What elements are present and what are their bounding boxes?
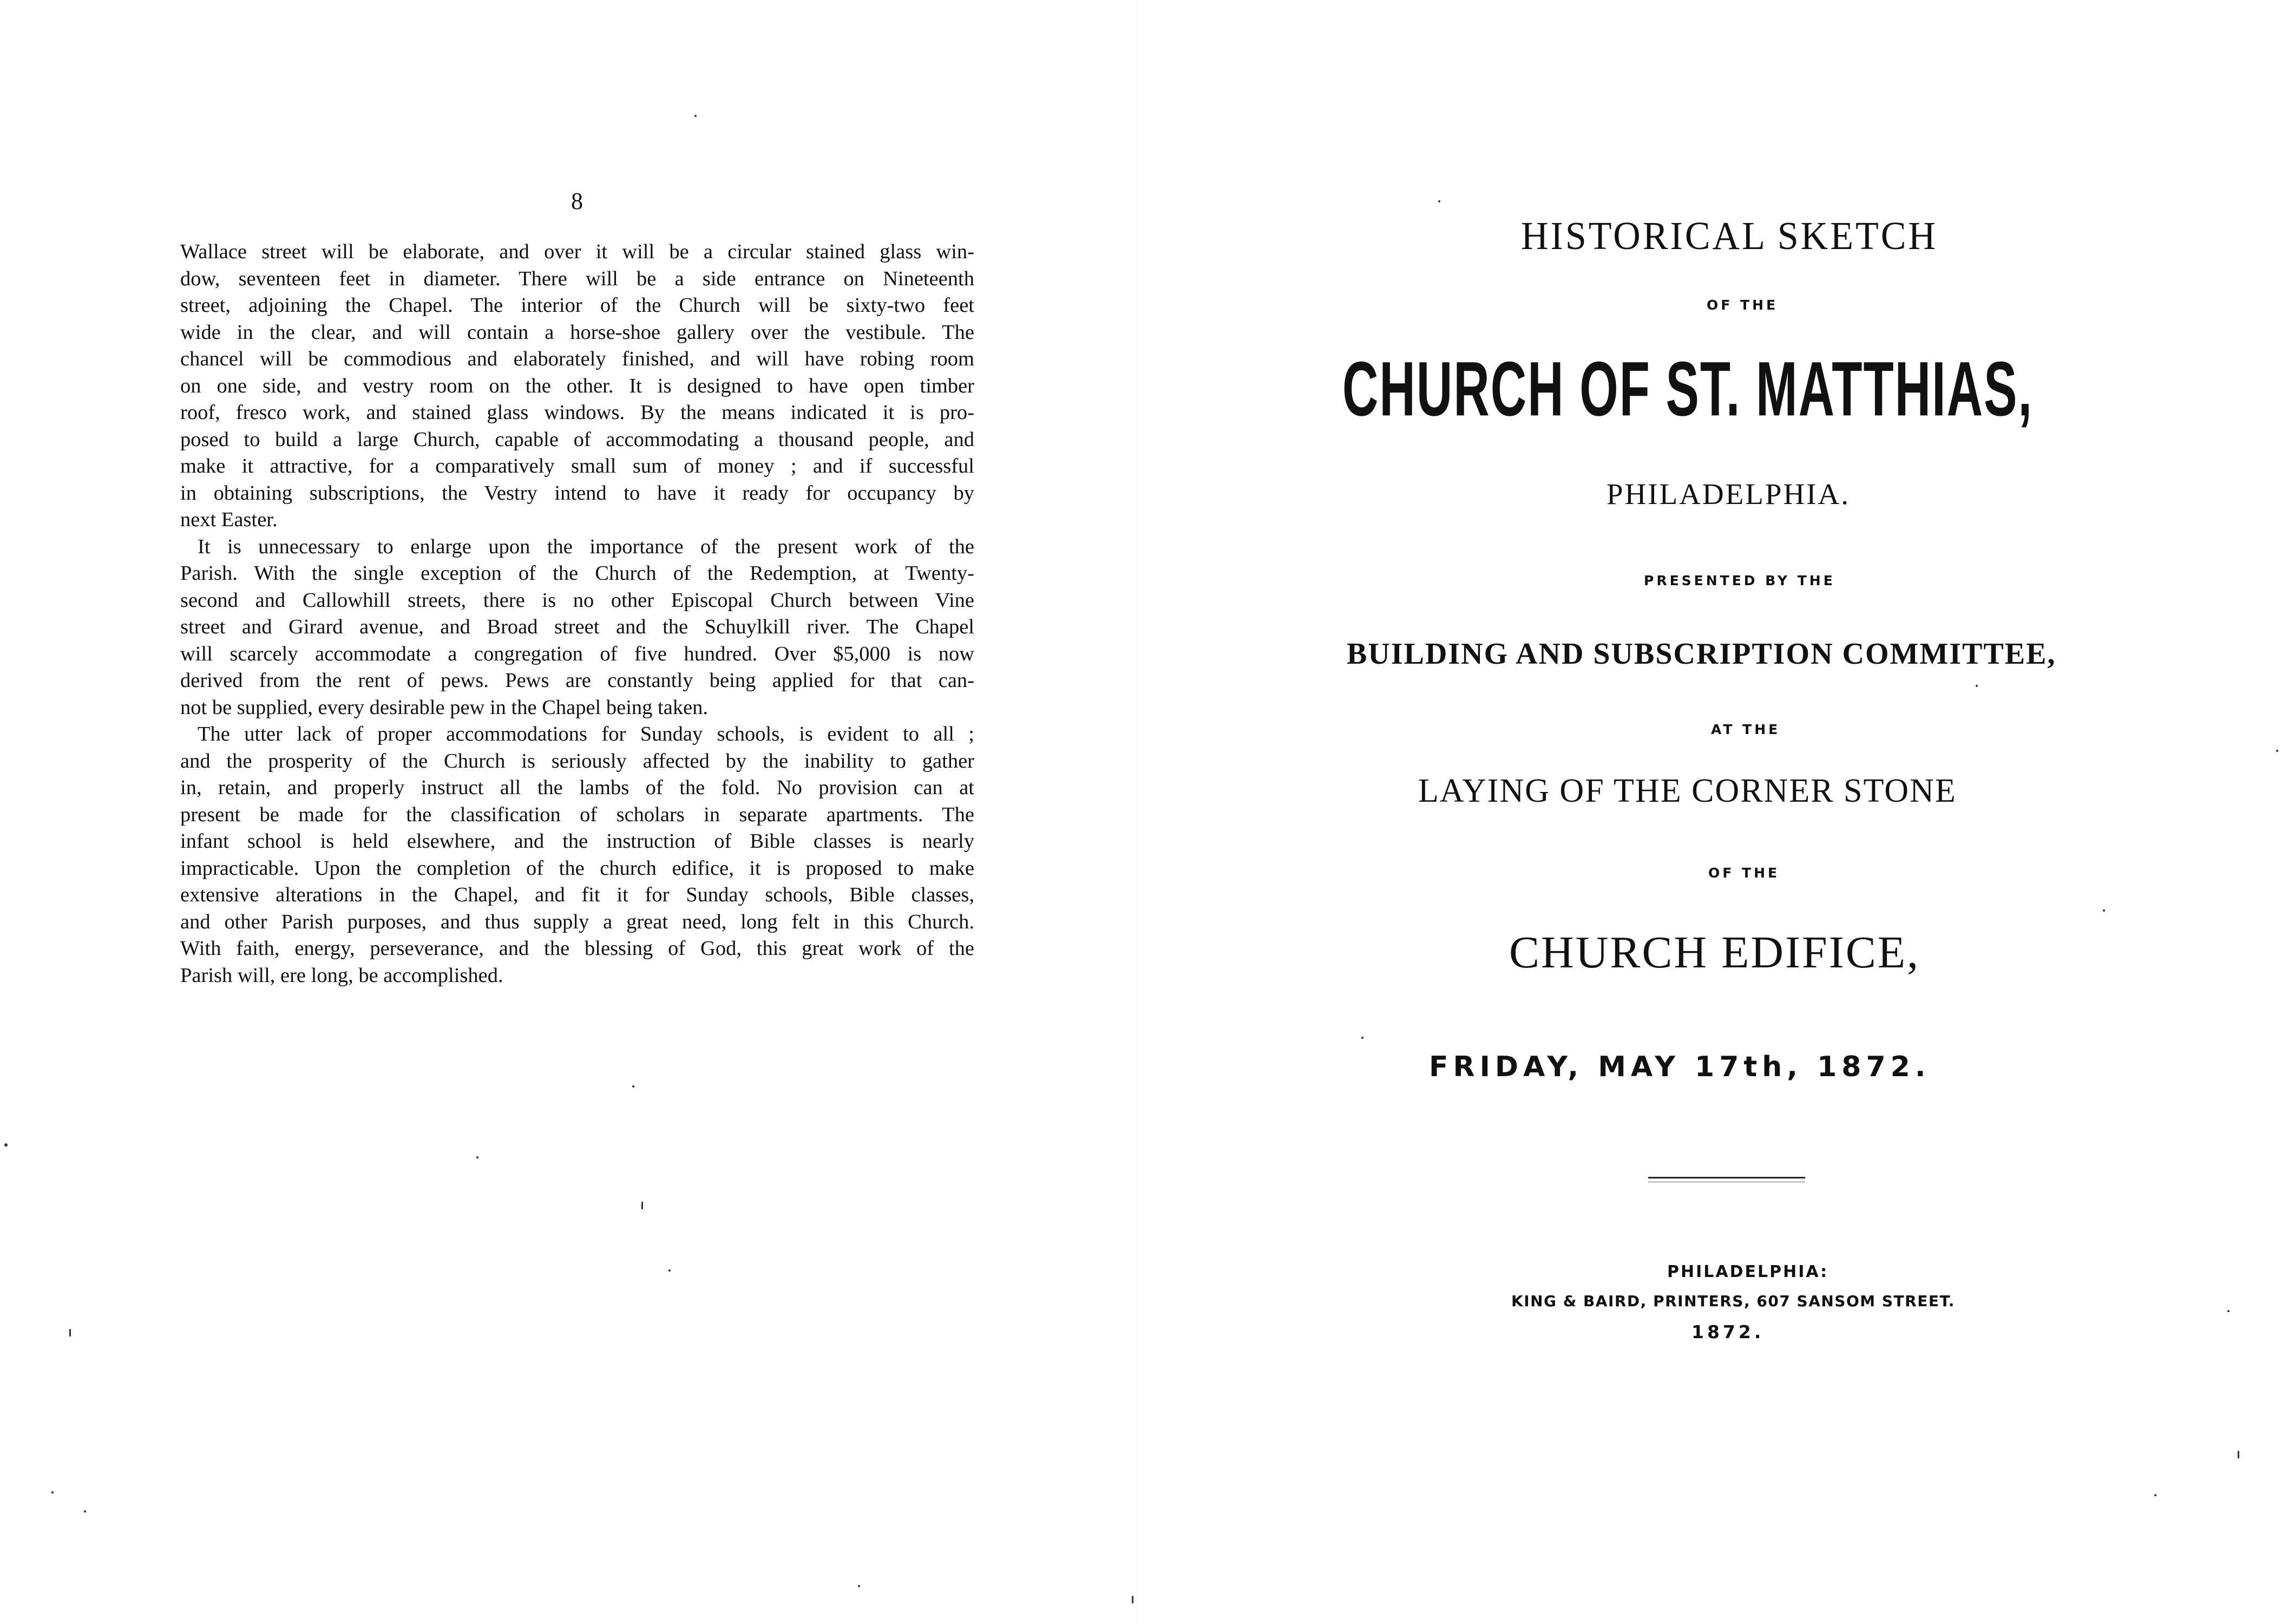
text-line: in, retain, and properly instruct all the lambs of the fold. No provision can at <box>180 776 974 799</box>
scan-speck <box>1361 1037 1363 1039</box>
scan-speck <box>1438 200 1440 202</box>
title-at-the: AT THE <box>1711 722 1781 737</box>
text-line: With faith, energy, perseverance, and the blessing of God, this great work of the <box>180 937 974 960</box>
scan-speck <box>4 1143 8 1147</box>
text-line: impracticable. Upon the completion of the church edifice, it is proposed to make <box>180 856 974 880</box>
imprint-city: PHILADELPHIA: <box>1667 1262 1829 1281</box>
text-line: Parish will, ere long, be accomplished. <box>180 964 503 987</box>
scan-speck <box>641 1202 643 1209</box>
scan-speck <box>1976 685 1978 687</box>
title-historical-sketch: HISTORICAL SKETCH <box>1521 214 1938 258</box>
text-line: It is unnecessary to enlarge upon the importance of the present work of the <box>198 535 974 558</box>
title-page <box>1148 0 2295 1624</box>
title-city: PHILADELPHIA. <box>1606 477 1850 510</box>
text-line: present be made for the classification of scholars in separate apartments. The <box>180 803 974 826</box>
scan-speck <box>858 1585 860 1587</box>
text-line: Wallace street will be elaborate, and over it will be a circular stained glass win- <box>180 240 974 263</box>
text-line: Parish. With the single exception of the Church of the Redemption, at Twenty- <box>180 562 974 585</box>
text-line: posed to build a large Church, capable of accommodating a thousand people, and <box>180 428 974 451</box>
text-line: next Easter. <box>180 508 278 531</box>
text-line: roof, fresco work, and stained glass windows. By the means indicated it is pro- <box>180 401 974 424</box>
text-line: second and Callowhill streets, there is no other Episcopal Church between Vine <box>180 588 974 612</box>
page-gutter <box>1137 0 1138 1624</box>
scan-speck <box>2154 1494 2156 1496</box>
scan-speck <box>2103 909 2105 912</box>
title-church-name: CHURCH OF ST. MATTHIAS, <box>1342 346 2034 433</box>
imprint-printers: KING & BAIRD, PRINTERS, 607 SANSOM STREET. <box>1511 1292 1955 1310</box>
scan-speck <box>476 1156 478 1158</box>
title-date: FRIDAY, MAY 17th, 1872. <box>1429 1051 1931 1083</box>
text-line: wide in the clear, and will contain a horse-shoe gallery over the vestibule. The <box>180 320 974 344</box>
scan-speck <box>2276 750 2278 752</box>
text-line: chancel will be commodious and elaborately finished, and will have robing room <box>180 348 974 370</box>
text-line: make it attractive, for a comparatively small sum of money ; and if successful <box>180 455 974 477</box>
title-committee: BUILDING AND SUBSCRIPTION COMMITTEE, <box>1347 637 2056 671</box>
title-of-the: OF THE <box>1707 297 1779 313</box>
scan-speck <box>84 1510 86 1512</box>
text-line: street, adjoining the Chapel. The interior of the Church will be sixty-two feet <box>180 294 974 317</box>
scan-speck <box>51 1491 54 1494</box>
text-line: in obtaining subscriptions, the Vestry intend to have it ready for occupancy by <box>180 481 974 505</box>
text-line: dow, seventeen feet in diameter. There will be a side entrance on Nineteenth <box>180 267 974 290</box>
title-of-the: OF THE <box>1708 865 1780 881</box>
text-line: infant school is held elsewhere, and the instruction of Bible classes is nearly <box>180 830 974 853</box>
scan-speck <box>2227 1310 2230 1312</box>
scan-speck <box>1132 1596 1133 1603</box>
body-text <box>180 239 974 989</box>
imprint-year: 1872. <box>1691 1321 1765 1343</box>
title-church-edifice: CHURCH EDIFICE, <box>1509 927 1920 978</box>
scan-speck <box>2238 1451 2239 1458</box>
text-line: The utter lack of proper accommodations for Sunday schools, is evident to all ; <box>198 723 974 745</box>
text-line: not be supplied, every desirable pew in the Chapel being taken. <box>180 696 709 719</box>
text-line: will scarcely accommodate a congregation of five hundred. Over $5,000 is now <box>180 642 974 665</box>
decorative-rule <box>1648 1177 1805 1178</box>
scan-speck <box>668 1269 671 1272</box>
text-line: and other Parish purposes, and thus supply a great need, long felt in this Church. <box>180 910 974 933</box>
text-line: on one side, and vestry room on the other. It is designed to have open timber <box>180 374 974 397</box>
scan-speck <box>694 115 697 117</box>
text-line: extensive alterations in the Chapel, and fit it for Sunday schools, Bible classes, <box>180 883 974 906</box>
text-line: and the prosperity of the Church is seriously affected by the inability to gather <box>180 749 974 772</box>
scan-speck <box>69 1329 71 1337</box>
page-number: 8 <box>571 188 583 214</box>
left-page <box>0 0 1137 1624</box>
text-line: street and Girard avenue, and Broad street and the Schuylkill river. The Chapel <box>180 615 974 638</box>
text-line: derived from the rent of pews. Pews are constantly being applied for that can- <box>180 669 974 692</box>
scan-speck <box>632 1085 634 1088</box>
title-presented-by: PRESENTED BY THE <box>1644 573 1835 588</box>
title-laying-corner-stone: LAYING OF THE CORNER STONE <box>1418 772 1957 809</box>
